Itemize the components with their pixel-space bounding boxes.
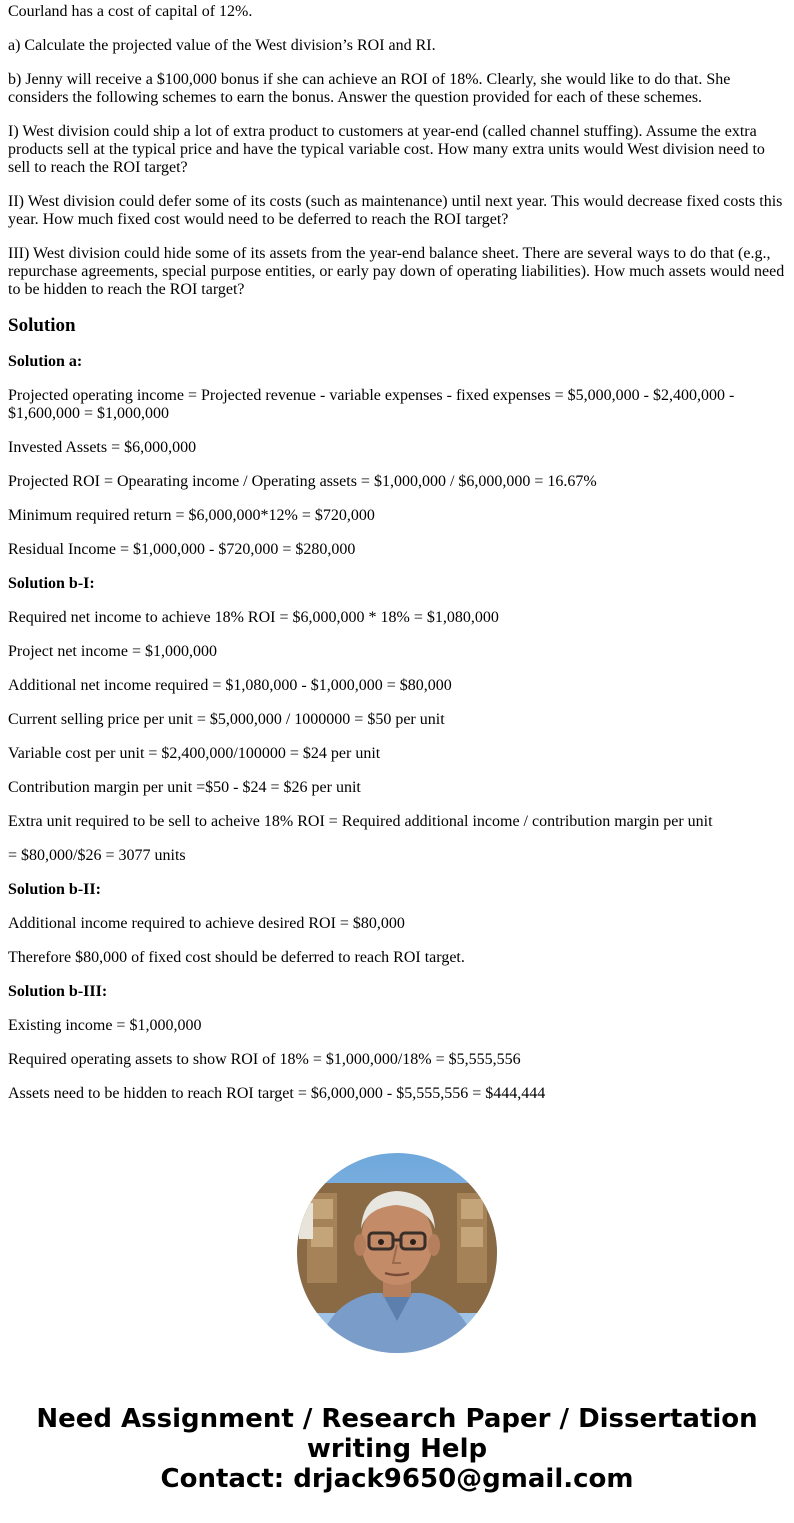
solution-line: Contribution margin per unit =$50 - $24 = $26 per unit: [8, 779, 361, 796]
question-part-b: b) Jenny will receive a $100,000 bonus if she can achieve an ROI of 18%. Clearly, she would like to do that. She considers the following schemes to earn the bonus. Answer the question provided for each of these schemes.: [8, 71, 731, 106]
solution-line: Extra unit required to be sell to acheive 18% ROI = Required additional income / contribution margin per unit: [8, 813, 713, 830]
question-intro: Courland has a cost of capital of 12%.: [8, 3, 253, 20]
question-scheme-2: II) West division could defer some of its costs (such as maintenance) until next year. This would decrease fixed costs this year. How much fixed cost would need to be deferred to reach the ROI target?: [8, 193, 783, 228]
solution-b3-title: Solution b-III:: [8, 983, 108, 1000]
solution-line: = $80,000/$26 = 3077 units: [8, 847, 186, 864]
solution-b1-title: Solution b-I:: [8, 575, 95, 592]
tutor-photo: [297, 1153, 497, 1353]
solution-b2-title: Solution b-II:: [8, 881, 101, 898]
solution-line: Invested Assets = $6,000,000: [8, 439, 197, 456]
solution-line: Projected ROI = Opearating income / Operating assets = $1,000,000 / $6,000,000 = 16.67%: [8, 473, 597, 490]
solution-line: Required operating assets to show ROI of 18% = $1,000,000/18% = $5,555,556: [8, 1051, 521, 1068]
solution-heading: Solution: [8, 315, 76, 336]
solution-line: Projected operating income = Projected revenue - variable expenses - fixed expenses = $5,000,000 - $2,400,000 - $1,600,000 = $1,000,000: [8, 387, 735, 422]
contact-banner: [0, 1404, 794, 1494]
solution-line: Additional income required to achieve desired ROI = $80,000: [8, 915, 405, 932]
question-scheme-1: I) West division could ship a lot of extra product to customers at year-end (called channel stuffing). Assume the extra products sell at the typical price and have the typical variable cost. How many extra units would West division need to sell to reach the ROI target?: [8, 123, 765, 176]
solution-line: Project net income = $1,000,000: [8, 643, 217, 660]
banner-contact: Contact: drjack9650@gmail.com: [160, 1464, 634, 1494]
solution-line: Current selling price per unit = $5,000,000 / 1000000 = $50 per unit: [8, 711, 445, 728]
question-scheme-3: III) West division could hide some of its assets from the year-end balance sheet. There are several ways to do that (e.g., repurchase agreements, special purpose entities, or early pay down of operating liabilities). How much assets would need to be hidden to reach the ROI target?: [8, 245, 785, 298]
tutor-portrait-image: [297, 1153, 497, 1353]
banner-line: writing Help: [306, 1434, 488, 1464]
solution-line: Assets need to be hidden to reach ROI target = $6,000,000 - $5,555,556 = $444,444: [8, 1085, 546, 1102]
solution-a-title: Solution a:: [8, 353, 83, 370]
solution-line: Required net income to achieve 18% ROI = $6,000,000 * 18% = $1,080,000: [8, 609, 499, 626]
solution-line: Existing income = $1,000,000: [8, 1017, 202, 1034]
question-part-a: a) Calculate the projected value of the West division’s ROI and RI.: [8, 37, 436, 54]
solution-line: Additional net income required = $1,080,000 - $1,000,000 = $80,000: [8, 677, 452, 694]
solution-line: Variable cost per unit = $2,400,000/100000 = $24 per unit: [8, 745, 381, 762]
solution-line: Therefore $80,000 of fixed cost should be deferred to reach ROI target.: [8, 949, 465, 966]
solution-line: Residual Income = $1,000,000 - $720,000 = $280,000: [8, 541, 356, 558]
document-body: [8, 3, 788, 1119]
banner-line: Need Assignment / Research Paper / Dissertation: [36, 1404, 758, 1434]
solution-line: Minimum required return = $6,000,000*12% = $720,000: [8, 507, 375, 524]
